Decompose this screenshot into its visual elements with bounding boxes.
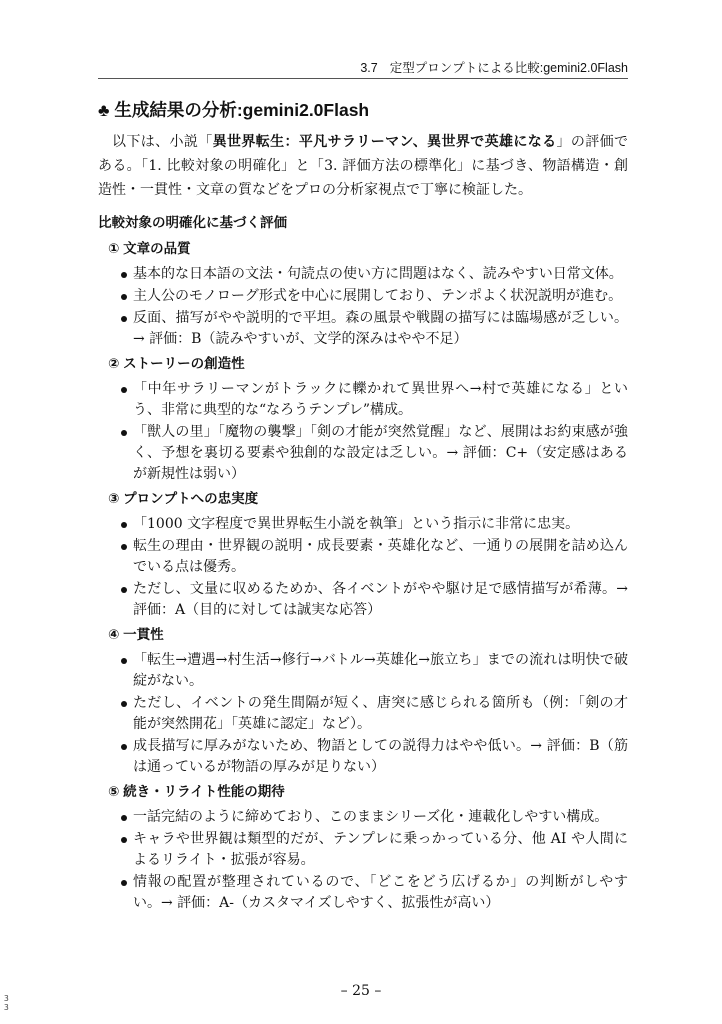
intro-paragraph [98, 130, 628, 202]
list-item [133, 422, 628, 485]
list-item [133, 693, 628, 735]
subsection-title: ④ 一貫性 [108, 627, 164, 642]
list-item-text: 反面、描写がやや説明的で平坦。森の風景や戦闘の描写には臨場感が乏しい。→ 評価：B（読みやすいが、文学的深みはやや不足） [133, 310, 628, 347]
bullet-icon [121, 294, 127, 300]
bullet-list [98, 264, 628, 350]
page-heading [98, 98, 628, 122]
list-item-text: 「中年サラリーマンがトラックに轢かれて異世界へ→村で英雄になる」という、非常に典型的な“なろうテンプレ”構成。 [133, 381, 628, 418]
margin-digit: 3 [4, 1003, 9, 1012]
bullet-icon [121, 522, 127, 528]
list-item [133, 650, 628, 692]
bullet-icon [121, 272, 127, 278]
bullet-list [98, 650, 628, 778]
bullet-icon [121, 430, 127, 436]
subsection-title: ② ストーリーの創造性 [108, 356, 245, 371]
bullet-list [98, 379, 628, 485]
list-item [133, 579, 628, 621]
page-content [98, 98, 628, 917]
bullet-icon [121, 316, 127, 322]
subsection-title: ① 文章の品質 [108, 241, 191, 256]
bullet-icon [121, 701, 127, 707]
evaluation-list [98, 238, 628, 914]
list-item [133, 536, 628, 578]
bullet-icon [121, 880, 127, 886]
list-item-text: 一話完結のように締めており、このままシリーズ化・連載化しやすい構成。 [133, 809, 609, 825]
bullet-list [98, 514, 628, 621]
intro-text: 」の評価である。「1. 比較対象の明確化」と「3. 評価方法の標準化」に基づき、物語構造・創造性・一貫性・文章の質などをプロの分析家視点で丁寧に検証した。 [98, 134, 628, 198]
running-header [98, 58, 628, 76]
section-title: 比較対象の明確化に基づく評価 [98, 215, 287, 230]
novel-title: 異世界転生：平凡サラリーマン、異世界で英雄になる [212, 134, 557, 150]
list-item-text: ただし、イベントの発生間隔が短く、唐突に感じられる箇所も（例：「剣の才能が突然開花」「英雄に認定」など）。 [133, 695, 628, 732]
bullet-icon [121, 837, 127, 843]
list-item [133, 379, 628, 421]
subsection-title: ③ プロンプトへの忠実度 [108, 491, 259, 506]
running-header-title: 定型プロンプトによる比較:gemini2.0Flash [389, 61, 628, 75]
list-item-text: 「転生→遭遇→村生活→修行→バトル→英雄化→旅立ち」までの流れは明快で破綻がない。 [133, 652, 628, 689]
bullet-icon [121, 544, 127, 550]
list-item [133, 872, 628, 914]
running-header-number: 3.7 [360, 61, 378, 75]
list-item-text: 転生の理由・世界観の説明・成長要素・英雄化など、一通りの展開を詰め込んでいる点は優秀。 [133, 538, 628, 575]
page-heading-text: 生成結果の分析:gemini2.0Flash [114, 100, 370, 120]
subsection-title: ⑤ 続き・リライト性能の期待 [108, 784, 285, 799]
list-item-text: キャラや世界観は類型的だが、テンプレに乗っかっている分、他 AI や人間によるリライト・拡張が容易。 [133, 831, 628, 868]
list-item-text: 成長描写に厚みがないため、物語としての説得力はやや低い。→ 評価：B（筋は通っているが物語の厚みが足りない） [133, 738, 628, 775]
club-icon: ♣ [98, 100, 110, 120]
bullet-icon [121, 587, 127, 593]
list-item-text: 基本的な日本語の文法・句読点の使い方に問題はなく、読みやすい日常文体。 [133, 266, 623, 282]
list-item [133, 264, 628, 285]
bullet-icon [121, 744, 127, 750]
bullet-icon [121, 815, 127, 821]
list-item-text: 情報の配置が整理されているので、「どこをどう広げるか」の判断がしやすい。→ 評価：A-（カスタマイズしやすく、拡張性が高い） [133, 874, 628, 911]
list-item-text: 「1000 文字程度で異世界転生小説を執筆」という指示に非常に忠実。 [133, 516, 580, 532]
list-item-text: 主人公のモノローグ形式を中心に展開しており、テンポよく状況説明が進む。 [133, 288, 623, 304]
bullet-icon [121, 387, 127, 393]
margin-mark [4, 994, 9, 1012]
list-item [133, 807, 628, 828]
page-number: – 25 – [340, 983, 382, 999]
bullet-list [98, 807, 628, 914]
intro-text: 以下は、小説「 [112, 134, 213, 150]
list-item-text: ただし、文量に収めるためか、各イベントがやや駆け足で感情描写が希薄。→ 評価：A（目的に対しては誠実な応答） [133, 581, 628, 618]
list-item [133, 829, 628, 871]
list-item [133, 736, 628, 778]
list-item [133, 514, 628, 535]
list-item [133, 286, 628, 307]
list-item-text: 「獣人の里」「魔物の襲撃」「剣の才能が突然覚醒」など、展開はお約束感が強く、予想を裏切る要素や独創的な設定は乏しい。→ 評価：C+（安定感はあるが新規性は弱い） [133, 424, 628, 482]
header-rule [98, 78, 628, 79]
bullet-icon [121, 658, 127, 664]
list-item [133, 308, 628, 350]
margin-digit: 3 [4, 994, 9, 1003]
